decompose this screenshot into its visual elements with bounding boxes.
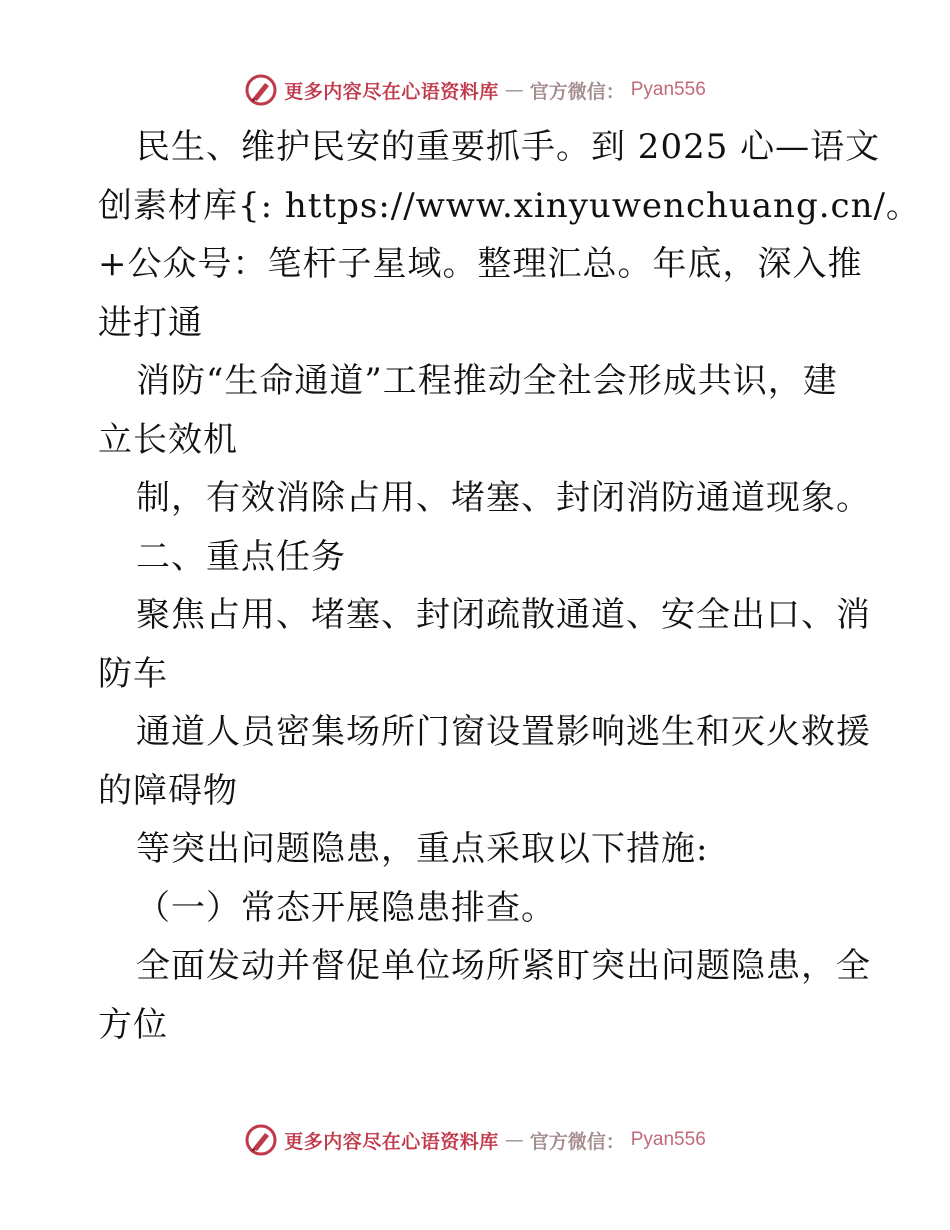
footer-banner bbox=[0, 1120, 950, 1160]
body-line-3: +公众号：笔杆子星域。整理汇总。年底，深入推 bbox=[98, 244, 863, 284]
document-body bbox=[98, 118, 921, 1054]
body-line-5: 消防“生命通道”工程推动全社会形成共识，建 bbox=[136, 361, 838, 401]
body-line-9: 聚焦占用、堵塞、封闭疏散通道、安全出口、消 bbox=[136, 595, 871, 635]
body-line-15: 全面发动并督促单位场所紧盯突出问题隐患，全 bbox=[136, 946, 871, 986]
banner-account-id: Pyan556 bbox=[630, 79, 706, 100]
banner-wechat-label: 官方微信： bbox=[529, 80, 625, 103]
section-heading: 二、重点任务 bbox=[136, 536, 346, 577]
pen-circle-logo-icon bbox=[244, 1123, 278, 1157]
body-line-7: 制，有效消除占用、堵塞、封闭消防通道现象。 bbox=[136, 478, 871, 518]
body-line-13: 等突出问题隐患，重点采取以下措施: bbox=[136, 829, 709, 869]
body-line-2: 创素材库{: https://www.xinyuwenchuang.cn/。 bbox=[98, 185, 921, 226]
banner-account-id: Pyan556 bbox=[630, 1129, 706, 1150]
body-line-10: 防车 bbox=[98, 653, 168, 694]
banner-main-text: 更多内容尽在心语资料库 bbox=[284, 80, 499, 103]
body-line-4: 进打通 bbox=[98, 302, 203, 343]
banner-wechat-label: 官方微信： bbox=[529, 1130, 625, 1153]
body-line-6: 立长效机 bbox=[98, 419, 238, 460]
subsection-heading: （一）常态开展隐患排查。 bbox=[136, 887, 556, 928]
pen-circle-logo-icon bbox=[244, 73, 278, 107]
body-line-12: 的障碍物 bbox=[98, 770, 238, 811]
body-line-1: 民生、维护民安的重要抓手。到 2025 心—语文 bbox=[136, 127, 881, 167]
banner-main-text: 更多内容尽在心语资料库 bbox=[284, 1130, 499, 1153]
body-line-16: 方位 bbox=[98, 1004, 168, 1045]
banner-dash: — bbox=[504, 79, 524, 101]
body-line-11: 通道人员密集场所门窗设置影响逃生和灭火救援 bbox=[136, 712, 871, 752]
banner-dash: — bbox=[504, 1129, 524, 1151]
header-banner bbox=[0, 70, 950, 110]
